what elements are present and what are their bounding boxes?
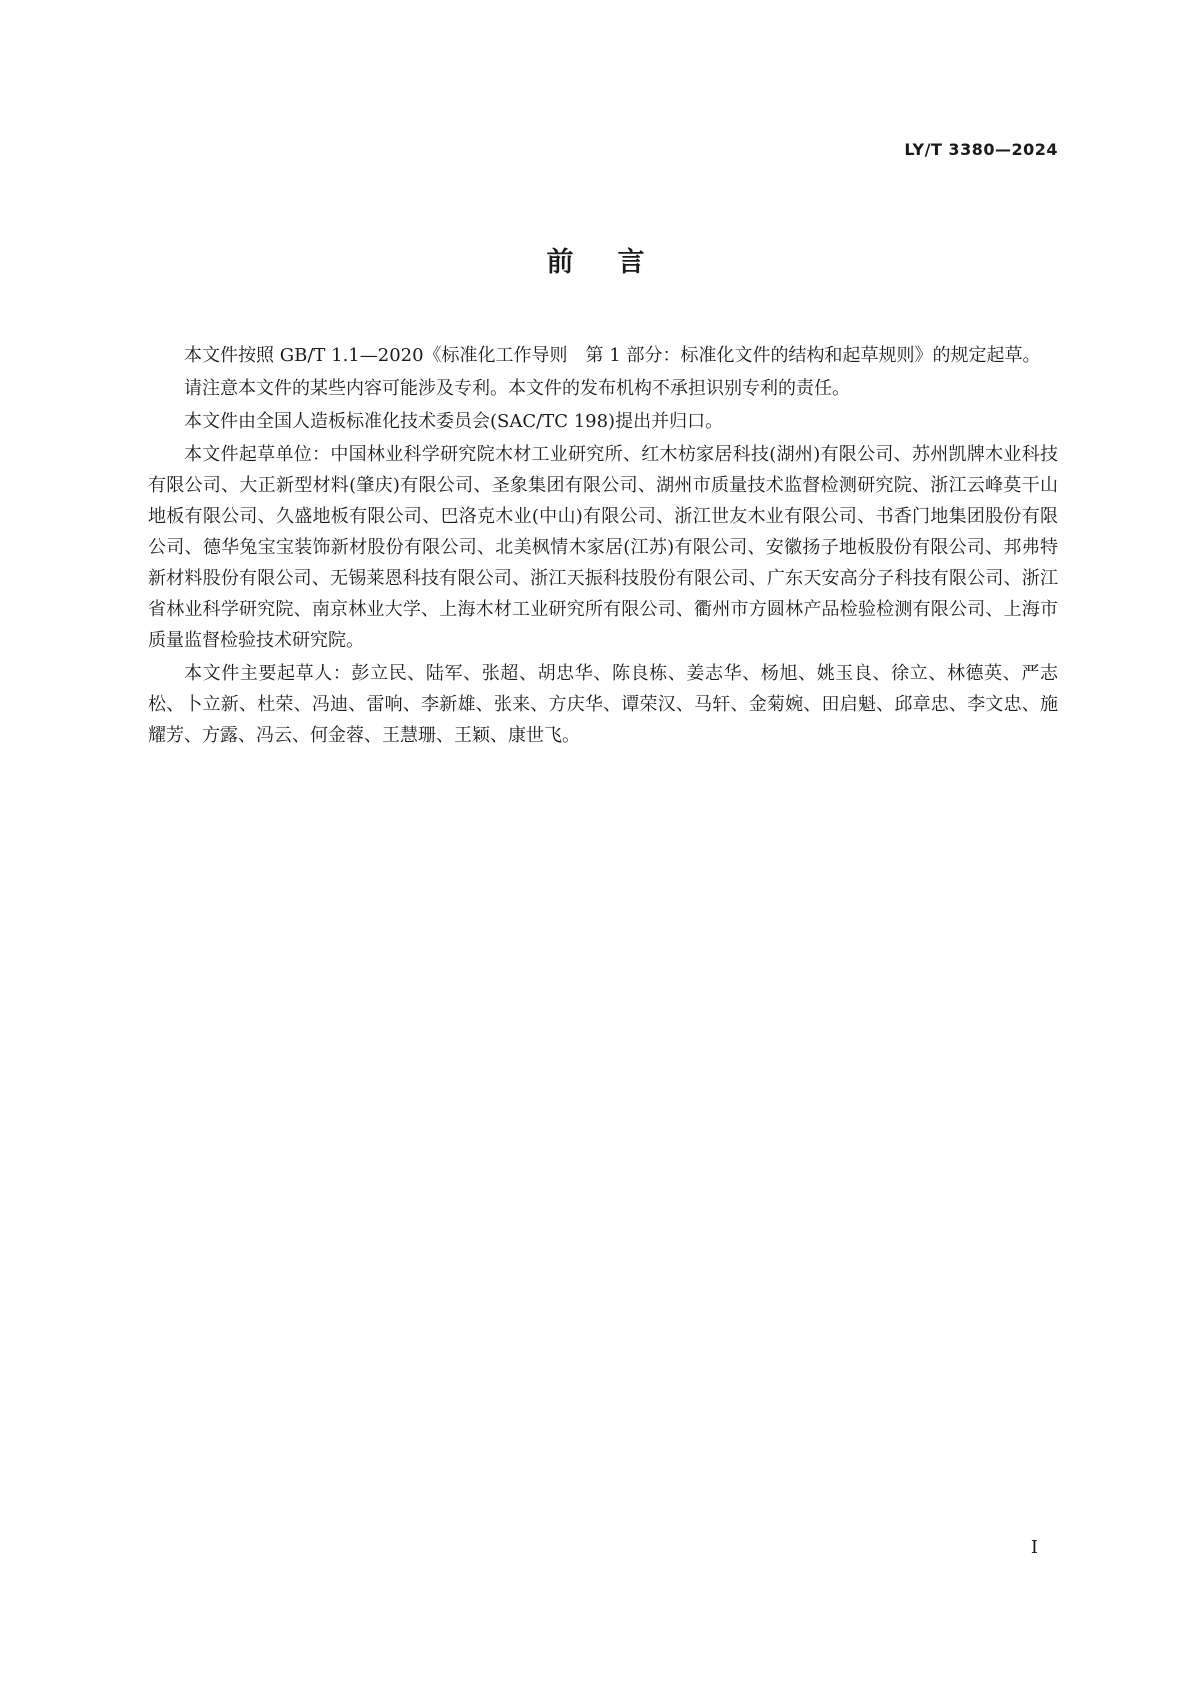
page-number: I xyxy=(1030,1537,1038,1558)
paragraph-drafting-rules: 本文件按照 GB/T 1.1—2020《标准化工作导则 第 1 部分：标准化文件的结构和起草规则》的规定起草。 xyxy=(184,345,1041,366)
paragraph-drafting-units: 本文件起草单位：中国林业科学研究院木材工业研究所、红木枋家居科技(湖州)有限公司、苏州凯牌木业科技有限公司、大正新型材料(肇庆)有限公司、圣象集团有限公司、湖州市质量技术监督检测研究院、浙江云峰莫干山地板有限公司、久盛地板有限公司、巴洛克木业(中山)有限公司、浙江世友木业有限公司、书香门地集团股份有限公司、德华兔宝宝装饰新材股份有限公司、北美枫情木家居(江苏)有限公司、安徽扬子地板股份有限公司、邦弗特新材料股份有限公司、无锡莱恩科技有限公司、浙江天振科技股份有限公司、广东天安高分子科技有限公司、浙江省林业科学研究院、南京林业大学、上海木材工业研究所有限公司、衢州市方圆林产品检验检测有限公司、上海市质量监督检验技术研究院。 xyxy=(148,444,1058,651)
paragraph-proposer: 本文件由全国人造板标准化技术委员会(SAC/TC 198)提出并归口。 xyxy=(184,411,724,432)
standard-code: LY/T 3380—2024 xyxy=(904,140,1058,159)
paragraph-patent-notice: 请注意本文件的某些内容可能涉及专利。本文件的发布机构不承担识别专利的责任。 xyxy=(184,378,850,399)
foreword-body xyxy=(148,340,1058,753)
paragraph-drafters: 本文件主要起草人：彭立民、陆军、张超、胡忠华、陈良栋、姜志华、杨旭、姚玉良、徐立、林德英、严志松、卜立新、杜荣、冯迪、雷响、李新雄、张来、方庆华、谭荣汉、马轩、金菊婉、田启魁、邱章忠、李文忠、施耀芳、方露、冯云、何金蓉、王慧珊、王颖、康世飞。 xyxy=(148,663,1058,746)
page-title: 前言 xyxy=(546,247,689,278)
